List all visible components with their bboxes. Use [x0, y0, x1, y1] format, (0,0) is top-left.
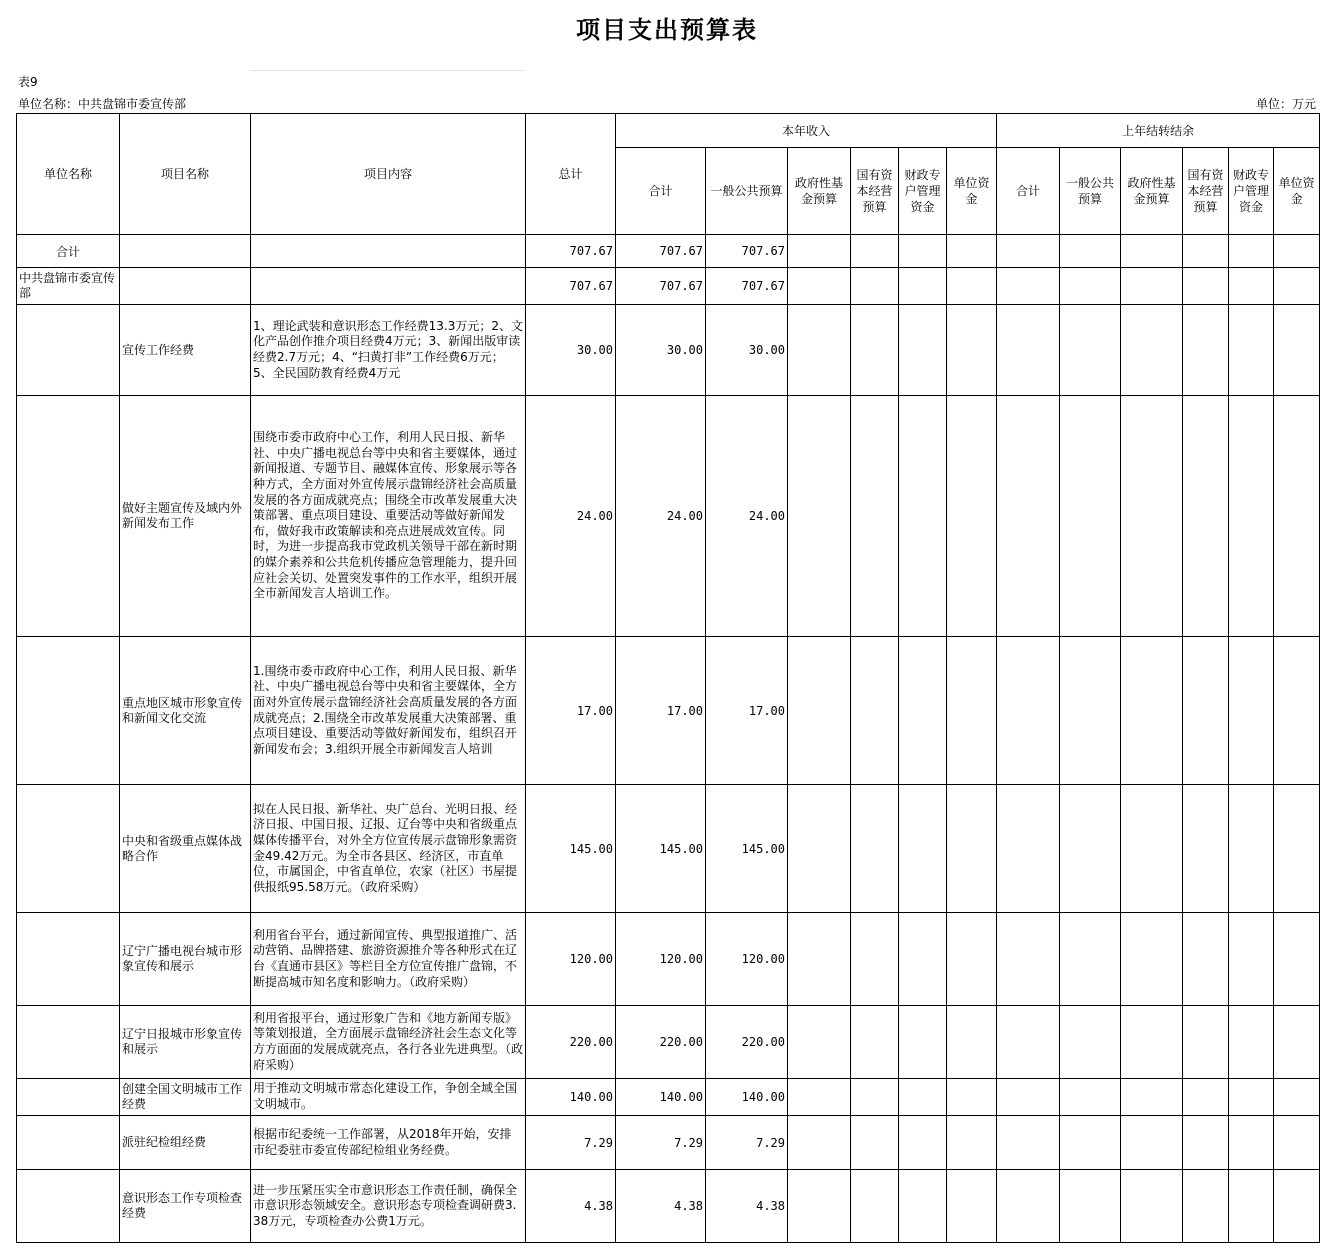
row-general: 140.00 [706, 1079, 788, 1116]
table-row [17, 785, 1320, 913]
row-total: 145.00 [526, 785, 616, 913]
project-content: 利用省报平台，通过形象广告和《地方新闻专版》等策划报道，全方面展示盘锦经济社会生态文化等方方面面的发展成就亮点，各行各业先进典型。（政府采购） [251, 1006, 526, 1079]
unit-name-label: 单位名称：中共盘锦市委宣传部 [18, 97, 187, 111]
row-sum: 24.00 [616, 396, 706, 637]
row-general: 145.00 [706, 785, 788, 913]
header-project-content: 项目内容 [251, 114, 526, 235]
project-content: 围绕市委市政府中心工作，利用人民日报、新华社、中央广播电视总台等中央和省主要媒体，通过新闻报道、专题节目、融媒体宣传、形象展示等各种方式，全方面对外宣传展示盘锦经济社会高质量发展的各方面成就亮点；围绕全市改革发展重大决策部署、重点项目建设、重要活动等做好新闻发布，做好我市政策解读和亮点进展成效宣传。同时，为进一步提高我市党政机关领导干部在新时期的媒介素养和公共危机传播应急管理能力，提升回应社会关切、处置突发事件的工作水平，组织开展全市新闻发言人培训工作。 [251, 396, 526, 637]
row-sum: 4.38 [616, 1170, 706, 1243]
table-row [17, 396, 1320, 637]
row-general: 7.29 [706, 1116, 788, 1170]
budget-table [16, 113, 1320, 1243]
table-row [17, 1116, 1320, 1170]
row-sum: 7.29 [616, 1116, 706, 1170]
row-general: 220.00 [706, 1006, 788, 1079]
header-current-income: 本年收入 [616, 114, 997, 148]
row-general: 17.00 [706, 637, 788, 785]
row-total: 140.00 [526, 1079, 616, 1116]
project-name: 创建全国文明城市工作经费 [120, 1079, 251, 1116]
project-name: 中央和省级重点媒体战略合作 [120, 785, 251, 913]
row-sum: 220.00 [616, 1006, 706, 1079]
header-carry-fund: 政府性基金预算 [1121, 148, 1183, 235]
header-carry-sum: 合计 [997, 148, 1060, 235]
header-total: 总计 [526, 114, 616, 235]
row-total: 17.00 [526, 637, 616, 785]
header-unit-name: 单位名称 [17, 114, 120, 235]
header-sub-general: 一般公共预算 [706, 148, 788, 235]
project-name: 辽宁广播电视台城市形象宣传和展示 [120, 913, 251, 1006]
project-name: 意识形态工作专项检查经费 [120, 1170, 251, 1243]
header-carryover: 上年结转结余 [997, 114, 1320, 148]
row-total: 120.00 [526, 913, 616, 1006]
row-general: 30.00 [706, 305, 788, 396]
row-total: 220.00 [526, 1006, 616, 1079]
row-general: 4.38 [706, 1170, 788, 1243]
header-carry-unit-fund: 单位资金 [1274, 148, 1320, 235]
project-content: 1、理论武装和意识形态工作经费13.3万元；2、文化产品创作推介项目经费4万元；3、新闻出版审读经费2.7万元；4、“扫黄打非”工作经费6万元；5、全民国防教育经费4万元 [251, 305, 526, 396]
header-carry-state-capital: 国有资本经营预算 [1183, 148, 1229, 235]
project-name: 派驻纪检组经费 [120, 1116, 251, 1170]
project-content: 1.围绕市委市政府中心工作，利用人民日报、新华社、中央广播电视总台等中央和省主要媒体，全方面对外宣传展示盘锦经济社会高质量发展的各方面成就亮点；2.围绕全市改革发展重大决策部署、重点项目建设、重要活动等做好新闻发布，组织召开新闻发布会；3.组织开展全市新闻发言人培训 [251, 637, 526, 785]
table-row [17, 637, 1320, 785]
row-total: 7.29 [526, 1116, 616, 1170]
row-total: 4.38 [526, 1170, 616, 1243]
header-carry-general: 一般公共预算 [1060, 148, 1121, 235]
header-sub-fund: 政府性基金预算 [788, 148, 851, 235]
summary-general: 707.67 [706, 235, 788, 268]
project-name: 重点地区城市形象宣传和新闻文化交流 [120, 637, 251, 785]
project-name: 辽宁日报城市形象宣传和展示 [120, 1006, 251, 1079]
header-sub-special-account: 财政专户管理资金 [899, 148, 947, 235]
row-sum: 140.00 [616, 1079, 706, 1116]
header-project-name: 项目名称 [120, 114, 251, 235]
project-content: 根据市纪委统一工作部署，从2018年开始，安排市纪委驻市委宣传部纪检组业务经费。 [251, 1116, 526, 1170]
row-general: 120.00 [706, 913, 788, 1006]
page-title: 项目支出预算表 [576, 16, 758, 44]
project-content: 进一步压紧压实全市意识形态工作责任制，确保全市意识形态领域安全。意识形态专项检查调研费3.38万元，专项检查办公费1万元。 [251, 1170, 526, 1243]
header-sub-unit-fund: 单位资金 [947, 148, 997, 235]
row-total: 30.00 [526, 305, 616, 396]
dept-sum: 707.67 [616, 268, 706, 305]
row-sum: 120.00 [616, 913, 706, 1006]
project-content: 拟在人民日报、新华社、央广总台、光明日报、经济日报、中国日报、辽报、辽台等中央和省级重点媒体传播平台，对外全方位宣传展示盘锦形象需资金49.42万元。为全市各县区、经济区，市直单位，市属国企，中省直单位，农家（社区）书屋提供报纸95.58万元。（政府采购） [251, 785, 526, 913]
project-name: 宣传工作经费 [120, 305, 251, 396]
header-sub-sum: 合计 [616, 148, 706, 235]
divider [250, 70, 525, 71]
dept-general: 707.67 [706, 268, 788, 305]
row-sum: 17.00 [616, 637, 706, 785]
table-header [17, 114, 1320, 235]
table-row [17, 913, 1320, 1006]
row-sum: 145.00 [616, 785, 706, 913]
table-row [17, 305, 1320, 396]
table-row [17, 1079, 1320, 1116]
table-row [17, 1170, 1320, 1243]
summary-total: 707.67 [526, 235, 616, 268]
header-sub-state-capital: 国有资本经营预算 [851, 148, 899, 235]
table-row [17, 1006, 1320, 1079]
dept-unit-name: 中共盘锦市委宣传部 [17, 268, 120, 305]
table-number: 表9 [18, 75, 38, 89]
project-content: 用于推动文明城市常态化建设工作，争创全域全国文明城市。 [251, 1079, 526, 1116]
project-name: 做好主题宣传及域内外新闻发布工作 [120, 396, 251, 637]
row-general: 24.00 [706, 396, 788, 637]
summary-row [17, 235, 1320, 268]
dept-total: 707.67 [526, 268, 616, 305]
row-sum: 30.00 [616, 305, 706, 396]
dept-row [17, 268, 1320, 305]
project-content: 利用省台平台，通过新闻宣传、典型报道推广、活动营销、品牌搭建、旅游资源推介等各种形式在辽台《直通市县区》等栏目全方位宣传推广盘锦，不断提高城市知名度和影响力。（政府采购） [251, 913, 526, 1006]
header-carry-special-account: 财政专户管理资金 [1229, 148, 1274, 235]
row-total: 24.00 [526, 396, 616, 637]
summary-sum: 707.67 [616, 235, 706, 268]
unit-label: 单位：万元 [1255, 97, 1316, 111]
summary-label: 合计 [17, 235, 120, 268]
